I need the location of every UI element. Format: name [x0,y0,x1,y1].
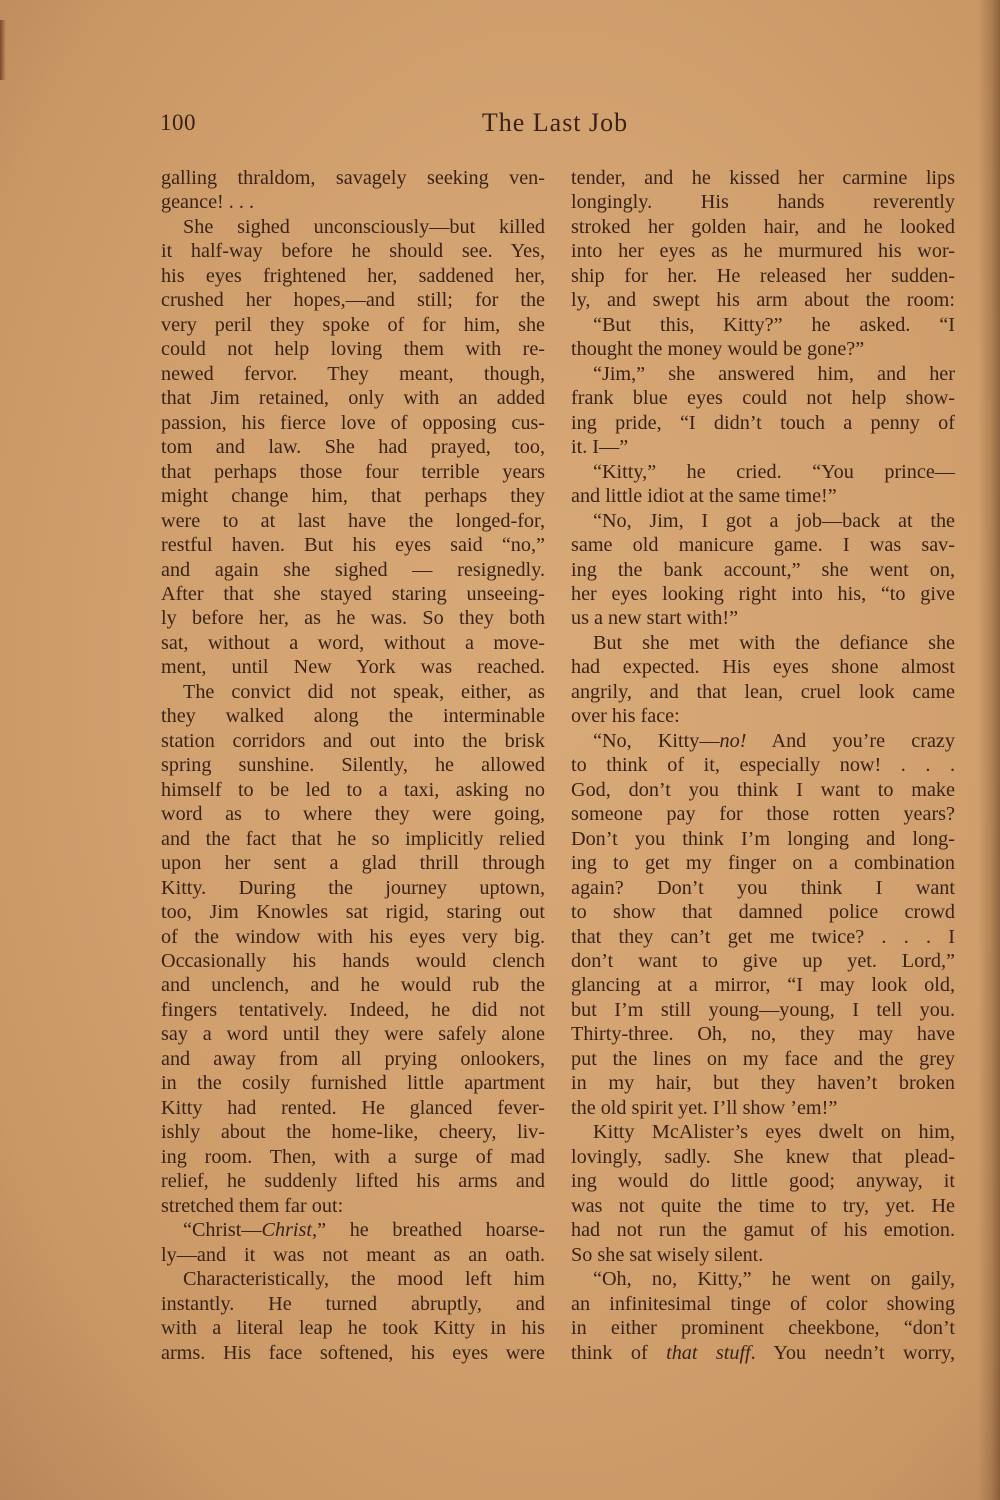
text-line [161,778,545,802]
line-text: ing pride, “I didn’t touch a penny of [571,411,955,434]
line-text: instantly. He turned abruptly, and [161,1292,545,1315]
text-line [161,435,545,459]
line-text: to show that damned police crowd [571,901,955,924]
text-line [571,386,955,410]
text-line [161,313,545,337]
line-text: ment, until New York was reached. [161,656,545,679]
italic-emphasis: that stuff [666,1341,751,1364]
line-text: had expected. His eyes shone almost [571,656,955,679]
line-text: ing room. Then, with a surge of mad [161,1145,545,1168]
line-text-continued: And you’re crazy [746,729,955,752]
line-text: frank blue eyes could not help show- [571,387,955,410]
line-text-continued: . You needn’t worry, [750,1341,955,1364]
line-text: passion, his fierce love of opposing cus- [161,411,545,434]
line-text: The convict did not speak, either, as [183,680,545,703]
text-line [571,190,955,214]
text-line [161,582,545,606]
text-line [571,337,955,361]
line-text: again? Don’t you think I want [571,876,955,899]
text-line [161,998,545,1022]
text-line [161,484,545,508]
page-edge-shadow [978,0,1000,1500]
text-line [571,753,955,777]
text-line [161,900,545,924]
text-line [571,1267,955,1291]
line-text: Kitty McAlister’s eyes dwelt on him, [593,1121,955,1144]
line-text: think of [571,1341,667,1364]
line-text: spring sunshine. Silently, he allowed [161,754,545,777]
text-line [571,1341,955,1365]
line-text: Don’t you think I’m longing and long- [571,827,955,850]
text-line [161,851,545,875]
line-text: glancing at a mirror, “I may look old, [571,974,955,997]
text-line [571,582,955,606]
line-text: us a new start with!” [571,607,739,630]
text-line [571,1145,955,1169]
text-line [161,1169,545,1193]
text-line [571,827,955,851]
text-line [161,362,545,386]
line-text: After that she stayed staring unseeing- [161,582,545,605]
line-text: himself to be led to a taxi, asking no [161,778,545,801]
line-text: that Jim retained, only with an added [161,387,545,410]
text-line [161,680,545,704]
text-line [161,1267,545,1291]
line-text: but I’m still young—young, I tell you. [571,998,955,1021]
line-text: and away from all prying onlookers, [161,1047,545,1070]
line-text: her eyes looking right into his, “to give [571,582,955,605]
line-text: too, Jim Knowles sat rigid, staring out [161,901,545,924]
text-line [161,1022,545,1046]
line-text: But she met with the defiance she [593,631,955,654]
text-line [161,288,545,312]
line-text: ing the bank account,” she went on, [571,558,955,581]
line-text: arms. His face softened, his eyes were [161,1341,545,1364]
line-text: “But this, Kitty?” he asked. “I [593,313,955,336]
text-line [571,1218,955,1242]
text-line [161,1243,545,1267]
line-text: and again she sighed — resignedly. [161,558,545,581]
line-text: it. I—” [571,436,629,459]
text-line [571,313,955,337]
line-text: tom and law. She had prayed, too, [161,436,545,459]
line-text: “Kitty,” he cried. “You prince— [593,460,955,483]
text-line [571,925,955,949]
line-text: ly—and it was not meant as an oath. [161,1243,545,1266]
text-line [571,484,955,508]
text-line [161,509,545,533]
text-line [161,264,545,288]
text-line [571,1047,955,1071]
text-line [571,264,955,288]
text-line [161,1096,545,1120]
text-line [161,1194,545,1218]
text-line [571,655,955,679]
text-line [161,827,545,851]
line-text: with a literal leap he took Kitty in his [161,1317,545,1340]
line-text: So she sat wisely silent. [571,1243,764,1266]
text-line [161,215,545,239]
text-line [571,949,955,973]
line-text: thought the money would be gone?” [571,338,865,361]
line-text: and little idiot at the same time!” [571,485,837,508]
line-text: in either prominent cheekbone, “don’t [571,1317,955,1340]
text-line [161,1047,545,1071]
line-text: word as to where they were going, [161,803,545,826]
text-line [571,851,955,875]
text-line [161,704,545,728]
text-line [571,509,955,533]
text-line [161,460,545,484]
line-text: stretched them far out: [161,1194,344,1217]
line-text: upon her sent a glad thrill through [161,852,545,875]
text-line [571,1316,955,1340]
text-line [161,1341,545,1365]
text-line [571,729,955,753]
line-text: put the lines on my face and the grey [571,1047,955,1070]
line-text: angrily, and that lean, cruel look came [571,680,955,703]
line-text: relief, he suddenly lifted his arms and [161,1170,545,1193]
running-title: The Last Job [481,108,629,137]
text-line [161,386,545,410]
text-line [571,1243,955,1267]
line-text: ly, and swept his arm about the room: [571,289,955,312]
line-text: stroked her golden hair, and he looked [571,215,955,238]
line-text: in my hair, but they haven’t broken [571,1072,955,1095]
text-line [161,973,545,997]
text-line [161,1218,545,1242]
text-line [161,802,545,826]
line-text: to think of it, especially now! . . . [571,754,955,777]
line-text: and unclench, and he would rub the [161,974,545,997]
text-line [161,337,545,361]
text-line [571,166,955,190]
page-number: 100 [160,110,196,135]
text-line [161,949,545,973]
line-text: “No, Jim, I got a job—back at the [593,509,955,532]
line-text: Occasionally his hands would clench [161,950,545,972]
line-text: “Oh, no, Kitty,” he went on gaily, [593,1268,955,1291]
line-text: crushed her hopes,—and still; for the [161,289,545,312]
text-line [571,631,955,655]
text-line [571,680,955,704]
line-text: ing would do little good; anyway, it [571,1170,955,1193]
line-text: ing to get my finger on a combination [571,852,955,875]
line-text: someone pay for those rotten years? [571,803,955,826]
text-line [161,606,545,630]
text-line [571,1292,955,1316]
line-text: it half-way before he should see. Yes, [161,240,545,263]
text-line [571,362,955,386]
line-text: say a word until they were safely alone [161,1023,545,1046]
line-text: could not help loving them with re- [161,338,545,361]
line-text: the old spirit yet. I’ll show ’em!” [571,1096,838,1119]
line-text: ship for her. He released her sudden- [571,264,955,287]
line-text: restful haven. But his eyes said “no,” [161,534,545,557]
line-text: fingers tentatively. Indeed, he did not [161,998,545,1021]
line-text: an infinitesimal tinge of color showing [571,1292,955,1315]
line-text: God, don’t you think I want to make [571,778,955,801]
text-line [161,1120,545,1144]
text-line [571,606,955,630]
text-line [571,558,955,582]
page-edge-stain [0,20,6,80]
text-line [571,1194,955,1218]
line-text: Kitty. During the journey uptown, [161,876,545,899]
line-text: had not run the gamut of his emotion. [571,1219,955,1242]
line-text: “Christ— [183,1219,262,1242]
text-line [571,1071,955,1095]
right-column [571,166,955,1365]
line-text: might change him, that perhaps they [161,485,545,508]
text-line [161,411,545,435]
line-text: very peril they spoke of for him, she [161,313,545,336]
line-text: She sighed unconsciously—but killed [183,215,545,238]
line-text: galling thraldom, savagely seeking ven- [161,167,545,189]
line-text: and the fact that he so implicitly relied [161,827,545,850]
line-text: ly before her, as he was. So they both [161,607,545,630]
text-line [571,1169,955,1193]
text-line [571,239,955,263]
line-text: longingly. His hands reverently [571,191,955,214]
text-line [161,1145,545,1169]
line-text: of the window with his eyes very big. [161,925,545,948]
line-text: ishly about the home-like, cheery, liv- [161,1121,545,1144]
line-text: Thirty-three. Oh, no, they may have [571,1023,955,1046]
line-text: Kitty had rented. He glanced fever- [161,1096,545,1119]
text-line [161,655,545,679]
text-line [571,998,955,1022]
italic-emphasis: no! [719,729,747,752]
text-line [571,876,955,900]
text-line [571,1022,955,1046]
line-text-continued: ” he breathed hoarse- [317,1219,545,1242]
text-line [571,460,955,484]
line-text: newed fervor. They meant, though, [161,362,545,385]
text-line [161,190,545,214]
text-line [161,1292,545,1316]
text-line [571,778,955,802]
text-line [161,558,545,582]
line-text: over his face: [571,705,680,728]
text-line [571,288,955,312]
text-line [161,1071,545,1095]
line-text: geance! . . . [161,191,255,214]
text-line [571,533,955,557]
line-text: was not quite the time to try, yet. He [571,1194,955,1217]
line-text: his eyes frightened her, saddened her, [161,264,545,287]
text-line [571,1096,955,1120]
text-line [161,239,545,263]
line-text: they walked along the interminable [161,705,545,728]
text-line [161,166,545,190]
text-line [161,631,545,655]
italic-emphasis: Christ, [261,1219,318,1242]
text-line [161,1316,545,1340]
line-text: same old manicure game. I was sav- [571,534,955,557]
left-column [161,166,545,1365]
line-text: Characteristically, the mood left him [183,1268,545,1291]
text-line [571,215,955,239]
text-line [571,802,955,826]
text-line [161,925,545,949]
line-text: lovingly, sadly. She knew that plead- [571,1145,955,1168]
line-text: station corridors and out into the brisk [161,729,545,752]
text-line [571,411,955,435]
line-text: that they can’t get me twice? . . . I [571,925,955,948]
line-text: into her eyes as he murmured his wor- [571,240,955,263]
text-line [571,1120,955,1144]
text-line [571,900,955,924]
text-line [161,533,545,557]
text-line [161,753,545,777]
line-text: were to at last have the longed-for, [161,509,545,532]
text-line [571,435,955,459]
text-line [161,876,545,900]
text-line [161,729,545,753]
line-text: that perhaps those four terrible years [161,460,545,483]
line-text: “No, Kitty— [593,729,720,752]
line-text: sat, without a word, without a move- [161,631,545,654]
line-text: in the cosily furnished little apartment [161,1072,545,1095]
line-text: tender, and he kissed her carmine lips [571,167,955,189]
text-line [571,704,955,728]
line-text: “Jim,” she answered him, and her [593,362,955,385]
line-text: don’t want to give up yet. Lord,” [571,950,955,972]
text-line [571,973,955,997]
